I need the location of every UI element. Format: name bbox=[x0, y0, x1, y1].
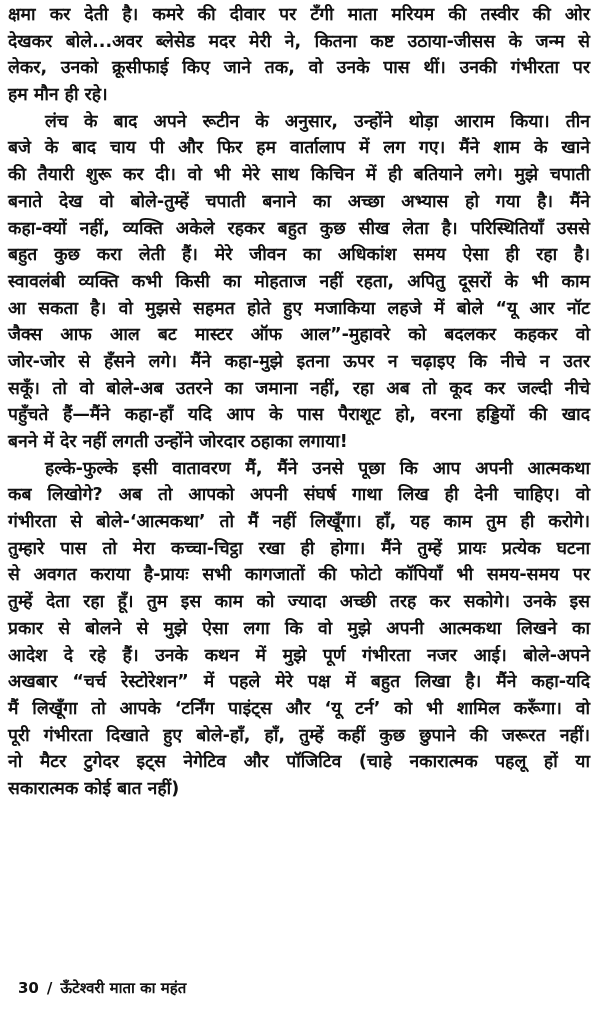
text-line: बहुत कुछ करा लेती हैं। मेरे जीवन का अधिकांश समय ऐसा ही रहा है। bbox=[8, 245, 590, 266]
text-line: गंभीरता से बोले-‘आत्मकथा’ तो मैं नहीं लिखूँगा। हाँ, यह काम तुम ही करोगे। bbox=[8, 512, 590, 533]
text-line: कब लिखोगे? अब तो आपको अपनी संघर्ष गाथा लिख ही देनी चाहिए। वो bbox=[8, 485, 590, 506]
text-line: पूरी गंभीरता दिखाते हुए बोले-हाँ, हाँ, तुम्हें कहीं कुछ छुपाने की जरूरत नहीं। bbox=[8, 725, 590, 746]
text-line: तुम्हें देता रहा हूँ। तुम इस काम को ज्यादा अच्छी तरह कर सकोगे। उनके इस bbox=[8, 592, 590, 613]
text-line: तुम्हारे पास तो मेरा कच्चा-चिट्ठा रखा ही होगा। मैंने तुम्हें प्रायः प्रत्येक घटना bbox=[8, 538, 590, 559]
text-line: बजे के बाद चाय पी और फिर हम वार्तालाप में लग गए। मैंने शाम के खाने bbox=[8, 138, 590, 159]
text-line: आ सकता है। वो मुझसे सहमत होते हुए मजाकिया लहजे में बोले “यू आर नॉट bbox=[8, 298, 590, 319]
text-line: क्षमा कर देती है। कमरे की दीवार पर टँगी माता मरियम की तस्वीर की ओर bbox=[8, 5, 590, 25]
page-number: 30 bbox=[18, 979, 39, 997]
text-line: बनाते देख वो बोले-तुम्हें चपाती बनाने का अच्छा अभ्यास हो गया है। मैंने bbox=[8, 191, 590, 212]
text-line: की तैयारी शुरू कर दी। वो भी मेरे साथ किचिन में ही बतियाने लगे। मुझे चपाती bbox=[8, 165, 590, 186]
text-line: कहा-क्यों नहीं, व्यक्ति अकेले रहकर बहुत कुछ सीख लेता है। परिस्थितियाँ उससे bbox=[8, 218, 590, 239]
text-line: जोर-जोर से हँसने लगे। मैंने कहा-मुझे इतना ऊपर न चढ़ाइए कि नीचे न उतर bbox=[8, 351, 590, 372]
text-line: से अवगत कराया है-प्रायः सभी कागजातों की फोटो कॉपियाँ भी समय-समय पर bbox=[8, 565, 590, 586]
text-line: जैक्स आफ आल बट मास्टर ऑफ आल”-मुहावरे को बदलकर कहकर वो bbox=[8, 325, 590, 346]
text-line: अखबार “चर्च रेस्टोरेशन” में पहले मेरे पक्ष में बहुत लिखा है। मैंने कहा-यदि bbox=[8, 672, 590, 693]
text-line: बनने में देर नहीं लगती उन्होंने जोरदार ठहाका लगाया! bbox=[8, 432, 348, 452]
page-body-text bbox=[8, 2, 590, 803]
text-line: सकारात्मक कोई बात नहीं) bbox=[8, 778, 180, 799]
book-title: ऊँटेश्वरी माता का महंत bbox=[60, 979, 187, 997]
paragraph-2 bbox=[8, 109, 590, 456]
page-footer bbox=[18, 978, 186, 998]
text-line: हम मौन ही रहे। bbox=[8, 85, 108, 106]
text-line: देखकर बोले...अवर ब्लेसेड मदर मेरी ने, कितना कष्ट उठाया-जीसस के जन्म से bbox=[8, 31, 590, 52]
text-line: सकूँ। तो वो बोले-अब उतरने का जमाना नहीं, रहा अब तो कूद कर जल्दी नीचे bbox=[8, 378, 590, 399]
text-line: हल्के-फुल्के इसी वातावरण मैं, मैंने उनसे पूछा कि आप अपनी आत्मकथा bbox=[45, 458, 590, 479]
text-line: स्वावलंबी व्यक्ति कभी किसी का मोहताज नहीं रहता, अपितु दूसरों के भी काम bbox=[8, 271, 590, 292]
text-line: लेकर, उनको क्रूसीफाई किए जाने तक, वो उनके पास थीं। उनकी गंभीरता पर bbox=[8, 58, 590, 79]
text-line: मैं लिखूँगा तो आपके ‘टर्निंग पाइंट्स और ‘यू टर्न’ को भी शामिल करूँगा। वो bbox=[8, 698, 590, 719]
text-line: पहुँचते हैं—मैंने कहा-हाँ यदि आप के पास पैराशूट हो, वरना हड्डियों की खाद bbox=[8, 405, 590, 426]
text-line: प्रकार से बोलने से मुझे ऐसा लगा कि वो मुझे अपनी आत्मकथा लिखने का bbox=[8, 618, 590, 639]
footer-separator: / bbox=[46, 979, 53, 997]
paragraph-1 bbox=[8, 2, 590, 109]
text-line: नो मैटर टुगेदर इट्स नेगेटिव और पॉजिटिव (चाहे नकारात्मक पहलू हों या bbox=[8, 752, 590, 773]
text-line: लंच के बाद अपने रूटीन के अनुसार, उन्होंने थोड़ा आराम किया। तीन bbox=[45, 111, 590, 132]
text-line: आदेश दे रहे हैं। उनके कथन में मुझे पूर्ण गंभीरता नजर आई। बोले-अपने bbox=[8, 645, 590, 666]
paragraph-3 bbox=[8, 456, 590, 803]
